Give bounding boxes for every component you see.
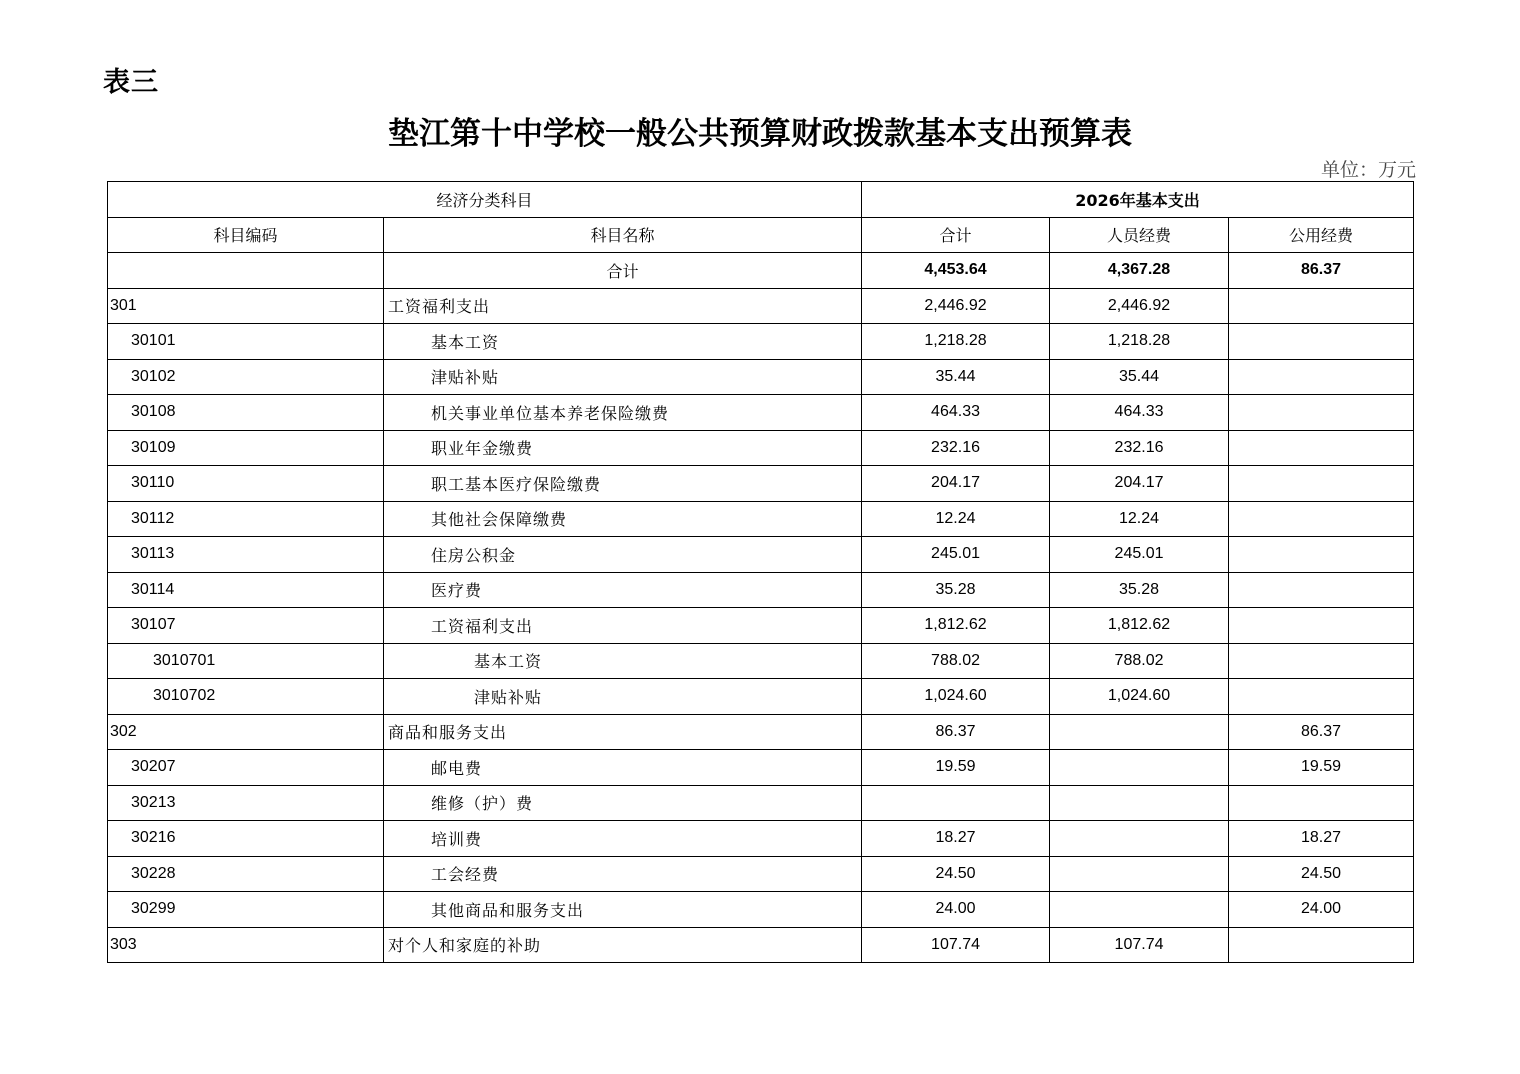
row-name: 基本工资 — [384, 643, 862, 679]
row-personnel: 1,024.60 — [1050, 679, 1229, 715]
row-code: 303 — [108, 927, 384, 963]
budget-table — [107, 181, 1414, 963]
row-name: 医疗费 — [384, 572, 862, 608]
row-code: 30107 — [108, 608, 384, 644]
row-code: 30109 — [108, 430, 384, 466]
row-code: 301 — [108, 288, 384, 324]
row-total: 1,024.60 — [862, 679, 1050, 715]
row-name: 住房公积金 — [384, 537, 862, 573]
row-total: 12.24 — [862, 501, 1050, 537]
row-public — [1229, 466, 1414, 502]
total-row — [108, 253, 1414, 289]
row-code: 30112 — [108, 501, 384, 537]
table-row — [108, 466, 1414, 502]
row-public — [1229, 395, 1414, 431]
row-name: 商品和服务支出 — [384, 714, 862, 750]
row-name: 职业年金缴费 — [384, 430, 862, 466]
row-public — [1229, 537, 1414, 573]
table-row — [108, 359, 1414, 395]
row-total: 24.00 — [862, 892, 1050, 928]
row-personnel: 464.33 — [1050, 395, 1229, 431]
row-name: 维修（护）费 — [384, 785, 862, 821]
row-total: 35.44 — [862, 359, 1050, 395]
row-code: 30213 — [108, 785, 384, 821]
table-row — [108, 821, 1414, 857]
row-total: 86.37 — [862, 714, 1050, 750]
row-public — [1229, 927, 1414, 963]
table-row — [108, 537, 1414, 573]
row-personnel: 35.44 — [1050, 359, 1229, 395]
header-public: 公用经费 — [1229, 217, 1414, 253]
row-personnel: 2,446.92 — [1050, 288, 1229, 324]
table-row — [108, 785, 1414, 821]
header-row-2 — [108, 217, 1414, 253]
row-name: 培训费 — [384, 821, 862, 857]
row-total: 1,812.62 — [862, 608, 1050, 644]
row-public: 24.50 — [1229, 856, 1414, 892]
header-econ-class: 经济分类科目 — [108, 182, 862, 218]
row-public — [1229, 608, 1414, 644]
row-personnel — [1050, 856, 1229, 892]
row-code: 3010702 — [108, 679, 384, 715]
row-personnel: 1,218.28 — [1050, 324, 1229, 360]
row-name: 其他社会保障缴费 — [384, 501, 862, 537]
row-total: 464.33 — [862, 395, 1050, 431]
row-code: 30108 — [108, 395, 384, 431]
row-public — [1229, 501, 1414, 537]
row-total: 1,218.28 — [862, 324, 1050, 360]
row-personnel — [1050, 892, 1229, 928]
row-public — [1229, 288, 1414, 324]
row-name: 机关事业单位基本养老保险缴费 — [384, 395, 862, 431]
row-public: 18.27 — [1229, 821, 1414, 857]
row-code: 30228 — [108, 856, 384, 892]
row-code: 30101 — [108, 324, 384, 360]
table-row — [108, 288, 1414, 324]
row-public: 86.37 — [1229, 714, 1414, 750]
row-personnel: 788.02 — [1050, 643, 1229, 679]
row-total: 2,446.92 — [862, 288, 1050, 324]
header-personnel: 人员经费 — [1050, 217, 1229, 253]
row-public — [1229, 785, 1414, 821]
header-name: 科目名称 — [384, 217, 862, 253]
unit-note: 单位：万元 — [1320, 159, 1416, 181]
row-name: 津贴补贴 — [384, 359, 862, 395]
header-total: 合计 — [862, 217, 1050, 253]
table-row — [108, 430, 1414, 466]
total-code-cell — [108, 253, 384, 289]
header-basic-expense: 2026年基本支出 — [862, 182, 1414, 218]
row-code: 302 — [108, 714, 384, 750]
total-personnel: 4,367.28 — [1050, 253, 1229, 289]
row-name: 职工基本医疗保险缴费 — [384, 466, 862, 502]
row-code: 30110 — [108, 466, 384, 502]
row-personnel: 12.24 — [1050, 501, 1229, 537]
row-total: 107.74 — [862, 927, 1050, 963]
row-name: 工资福利支出 — [384, 608, 862, 644]
header-code: 科目编码 — [108, 217, 384, 253]
table-row — [108, 324, 1414, 360]
row-code: 30299 — [108, 892, 384, 928]
row-personnel: 204.17 — [1050, 466, 1229, 502]
row-code: 30102 — [108, 359, 384, 395]
table-row — [108, 714, 1414, 750]
row-personnel — [1050, 821, 1229, 857]
row-public — [1229, 324, 1414, 360]
row-code: 3010701 — [108, 643, 384, 679]
row-personnel: 1,812.62 — [1050, 608, 1229, 644]
total-public: 86.37 — [1229, 253, 1414, 289]
row-personnel: 107.74 — [1050, 927, 1229, 963]
row-name: 对个人和家庭的补助 — [384, 927, 862, 963]
row-code: 30113 — [108, 537, 384, 573]
row-public — [1229, 359, 1414, 395]
row-total — [862, 785, 1050, 821]
row-total: 245.01 — [862, 537, 1050, 573]
row-public — [1229, 572, 1414, 608]
row-public — [1229, 430, 1414, 466]
page-title: 垫江第十中学校一般公共预算财政拨款基本支出预算表 — [388, 116, 1132, 152]
header-row-1 — [108, 182, 1414, 218]
row-total: 19.59 — [862, 750, 1050, 786]
row-total: 24.50 — [862, 856, 1050, 892]
table-row — [108, 608, 1414, 644]
row-total: 35.28 — [862, 572, 1050, 608]
row-name: 其他商品和服务支出 — [384, 892, 862, 928]
row-personnel — [1050, 714, 1229, 750]
table-label: 表三 — [103, 67, 159, 98]
row-total: 204.17 — [862, 466, 1050, 502]
table-row — [108, 572, 1414, 608]
row-name: 邮电费 — [384, 750, 862, 786]
row-code: 30207 — [108, 750, 384, 786]
total-sum: 4,453.64 — [862, 253, 1050, 289]
row-personnel — [1050, 785, 1229, 821]
row-total: 232.16 — [862, 430, 1050, 466]
table-row — [108, 643, 1414, 679]
table-row — [108, 395, 1414, 431]
row-personnel: 232.16 — [1050, 430, 1229, 466]
table-row — [108, 679, 1414, 715]
row-personnel — [1050, 750, 1229, 786]
row-total: 18.27 — [862, 821, 1050, 857]
row-name: 津贴补贴 — [384, 679, 862, 715]
row-personnel: 35.28 — [1050, 572, 1229, 608]
row-code: 30216 — [108, 821, 384, 857]
row-name: 基本工资 — [384, 324, 862, 360]
table-row — [108, 927, 1414, 963]
row-total: 788.02 — [862, 643, 1050, 679]
row-public: 24.00 — [1229, 892, 1414, 928]
row-name: 工资福利支出 — [384, 288, 862, 324]
row-name: 工会经费 — [384, 856, 862, 892]
total-label: 合计 — [384, 253, 862, 289]
row-public: 19.59 — [1229, 750, 1414, 786]
row-personnel: 245.01 — [1050, 537, 1229, 573]
row-public — [1229, 643, 1414, 679]
table-row — [108, 501, 1414, 537]
row-public — [1229, 679, 1414, 715]
row-code: 30114 — [108, 572, 384, 608]
table-row — [108, 856, 1414, 892]
table-row — [108, 750, 1414, 786]
table-row — [108, 892, 1414, 928]
